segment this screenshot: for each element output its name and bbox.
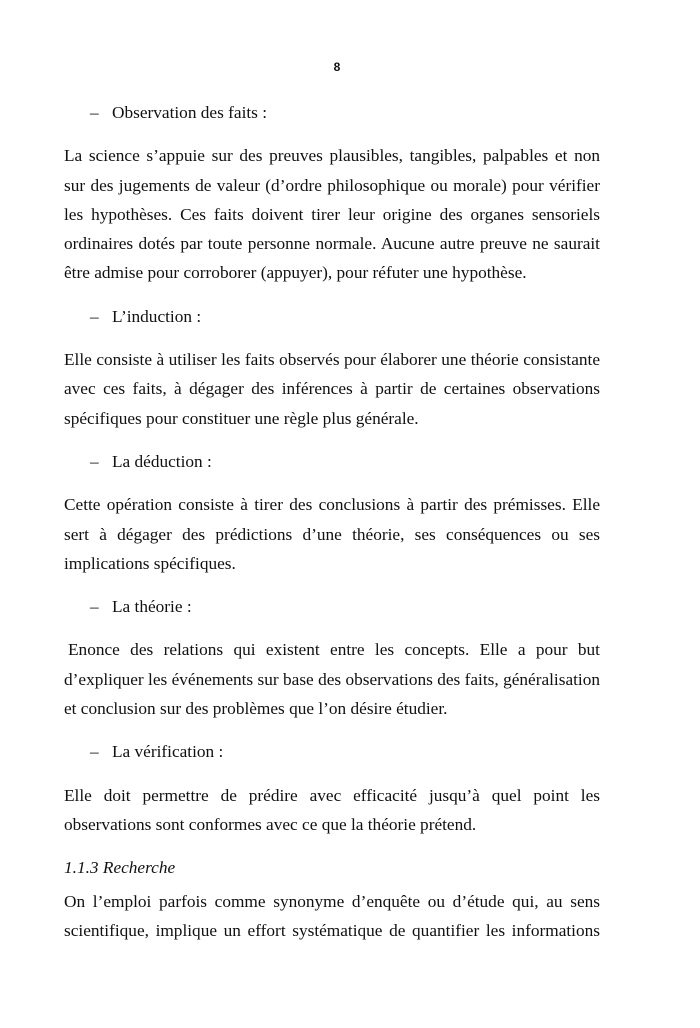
section-verification-title <box>90 737 600 766</box>
bullet-title: L’induction : <box>112 306 202 326</box>
section-observation-title <box>90 98 600 127</box>
section-induction-title <box>90 302 600 331</box>
bullet-title: La vérification : <box>112 742 224 762</box>
dash-bullet: – <box>90 103 99 122</box>
page-number: 8 <box>333 60 341 74</box>
dash-bullet: – <box>90 742 99 762</box>
bullet-title: La déduction : <box>112 451 212 471</box>
section-observation-paragraph: La science s’appuie sur des preuves plausibles, tangibles, palpables et non sur des jugements de valeur (d’ordre philosophique ou morale) pour vérifier les hypothèses. Ces faits doivent tirer leur origine des organes sensoriels ordinaires dotés par toute personne normale. Aucune autre preuve ne saurait être admise pour corroborer (appuyer), pour réfuter une hypothèse. <box>64 146 600 283</box>
dash-bullet: – <box>90 451 99 471</box>
section-recherche-heading: 1.1.3 Recherche <box>64 858 176 878</box>
bullet-title: Observation des faits : <box>112 103 268 122</box>
section-induction-paragraph: Elle consiste à utiliser les faits observés pour élaborer une théorie consistante avec ces faits, à dégager des inférences à partir de certaines observations spécifiques pour constituer une règle plus générale. <box>64 350 600 428</box>
dash-bullet: – <box>90 597 99 617</box>
section-theorie-paragraph: Enonce des relations qui existent entre les concepts. Elle a pour but d’expliquer les événements sur base des observations des faits, généralisation et conclusion sur des problèmes que l’on désire étudier. <box>64 640 600 719</box>
section-verification-paragraph: Elle doit permettre de prédire avec efficacité jusqu’à quel point les observations sont conformes avec ce que la théorie prétend. <box>64 785 600 834</box>
bullet-title: La théorie : <box>112 597 192 617</box>
dash-bullet: – <box>90 306 99 326</box>
section-deduction-paragraph: Cette opération consiste à tirer des conclusions à partir des prémisses. Elle sert à dégager des prédictions d’une théorie, ses conséquences ou ses implications spécifiques. <box>64 495 600 573</box>
section-deduction-title <box>90 447 600 476</box>
section-recherche-paragraph: On l’emploi parfois comme synonyme d’enquête ou d’étude qui, au sens scientifique, implique un effort systématique de quantifier les informations <box>64 891 600 940</box>
section-theorie-title <box>90 592 600 621</box>
document-body <box>64 98 600 959</box>
